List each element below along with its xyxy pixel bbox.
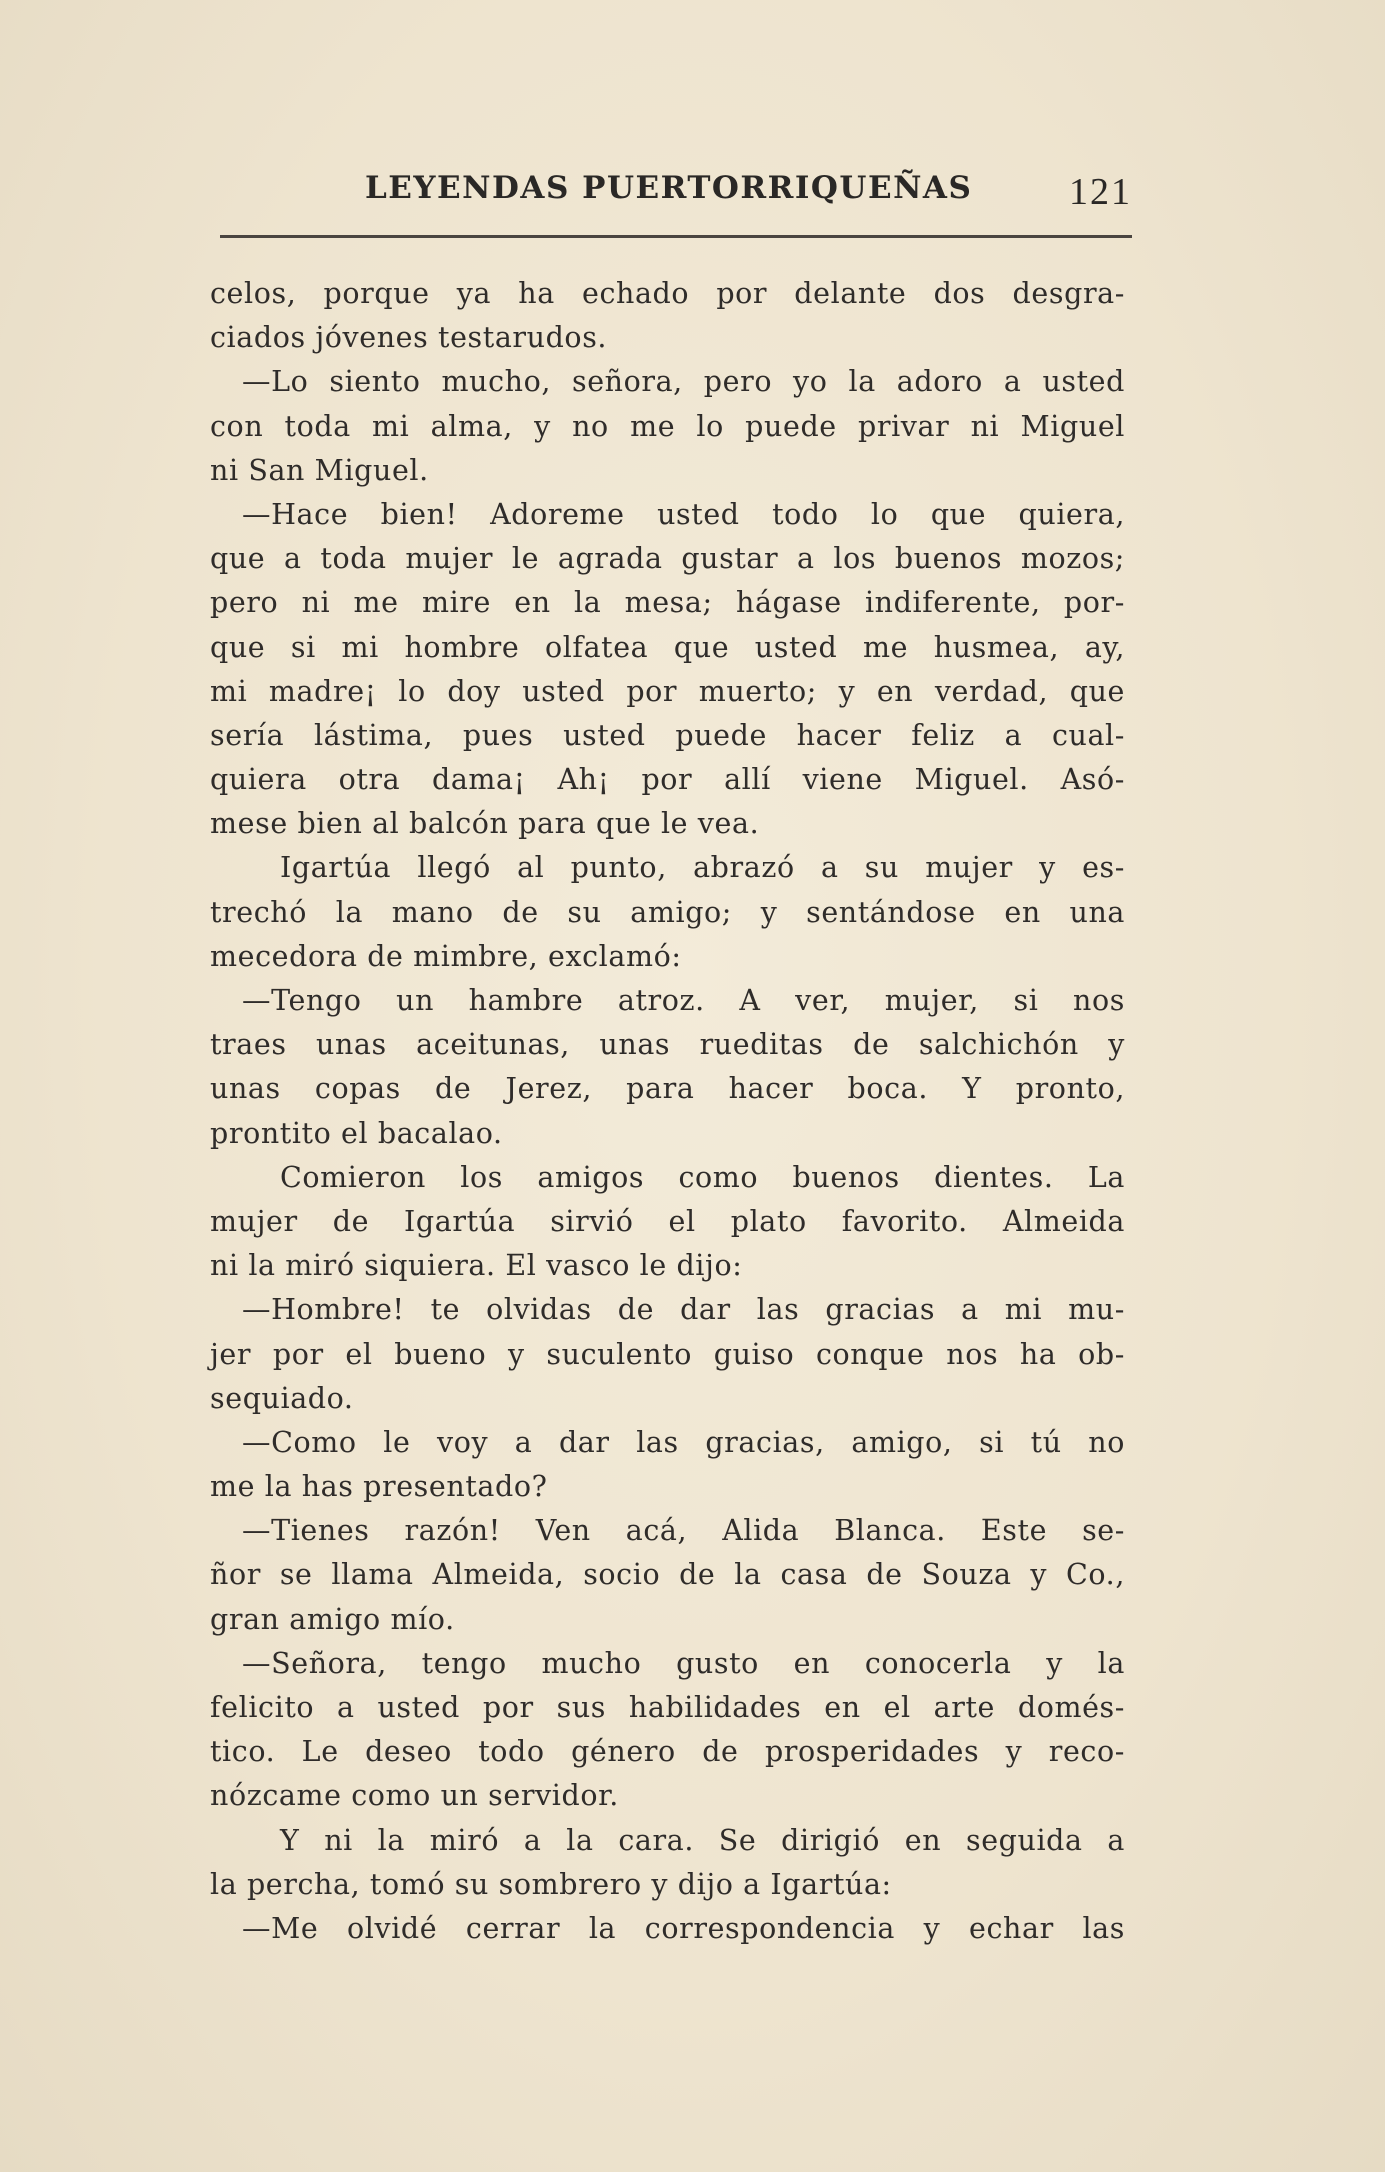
text-line: sequiado. [210, 1381, 354, 1415]
text-line: trechó la mano de su amigo; y sentándose en una [210, 895, 1125, 929]
text-line: —Me olvidé cerrar la correspondencia y echar las [242, 1911, 1125, 1945]
text-line: quiera otra dama¡ Ah¡ por allí viene Miguel. Asó- [210, 763, 1125, 797]
text-line: Comieron los amigos como buenos dientes. La [280, 1160, 1125, 1194]
text-line: traes unas aceitunas, unas rueditas de salchichón y [210, 1028, 1125, 1062]
text-line: mecedora de mimbre, exclamó: [210, 939, 682, 973]
text-line: me la has presentado? [210, 1470, 548, 1504]
text-line: ni San Miguel. [210, 453, 429, 487]
page-number: 121 [1069, 171, 1132, 213]
text-line: —Hombre! te olvidas de dar las gracias a mi mu- [242, 1293, 1125, 1327]
text-line: ni la miró siquiera. El vasco le dijo: [210, 1249, 743, 1283]
running-title: LEYENDAS PUERTORRIQUEÑAS [365, 170, 973, 206]
text-line: mujer de Igartúa sirvió el plato favorito. Almeida [210, 1204, 1125, 1238]
text-line: que a toda mujer le agrada gustar a los buenos mozos; [210, 542, 1125, 576]
text-line: —Como le voy a dar las gracias, amigo, si tú no [242, 1425, 1125, 1459]
text-line: tico. Le deseo todo género de prosperidades y reco- [210, 1735, 1125, 1769]
text-line: prontito el bacalao. [210, 1116, 503, 1150]
text-line: que si mi hombre olfatea que usted me husmea, ay, [210, 630, 1125, 664]
text-line: la percha, tomó su sombrero y dijo a Igartúa: [210, 1867, 892, 1901]
text-line: Igartúa llegó al punto, abrazó a su mujer y es- [280, 851, 1125, 885]
text-line: unas copas de Jerez, para hacer boca. Y pronto, [210, 1072, 1125, 1106]
text-line: —Tengo un hambre atroz. A ver, mujer, si nos [242, 984, 1125, 1017]
text-line: pero ni me mire en la mesa; hágase indiferente, por- [210, 586, 1125, 620]
text-line: sería lástima, pues usted puede hacer feliz a cual- [210, 718, 1125, 752]
page-header [220, 160, 1132, 220]
text-line: Y ni la miró a la cara. Se dirigió en seguida a [280, 1823, 1125, 1857]
text-line: mese bien al balcón para que le vea. [210, 807, 760, 841]
text-line: celos, porque ya ha echado por delante dos desgra- [210, 277, 1125, 310]
text-line: ciados jóvenes testarudos. [210, 321, 608, 355]
text-line: felicito a usted por sus habilidades en el arte domés- [210, 1691, 1125, 1724]
text-line: ñor se llama Almeida, socio de la casa de Souza y Co., [210, 1558, 1125, 1592]
text-line: nózcame como un servidor. [210, 1779, 619, 1813]
text-line: con toda mi alma, y no me lo puede privar ni Miguel [210, 409, 1125, 443]
text-line: —Tienes razón! Ven acá, Alida Blanca. Este se- [242, 1514, 1125, 1548]
text-line: —Señora, tengo mucho gusto en conocerla y la [242, 1646, 1125, 1680]
body-text [210, 272, 1125, 1951]
text-line: —Hace bien! Adoreme usted todo lo que quiera, [242, 497, 1125, 531]
text-line: gran amigo mío. [210, 1602, 455, 1636]
text-line: —Lo siento mucho, señora, pero yo la adoro a usted [242, 365, 1125, 399]
text-line: jer por el bueno y suculento guiso conque nos ha ob- [210, 1337, 1125, 1371]
header-rule [220, 235, 1132, 238]
text-line: mi madre¡ lo doy usted por muerto; y en verdad, que [210, 674, 1125, 708]
